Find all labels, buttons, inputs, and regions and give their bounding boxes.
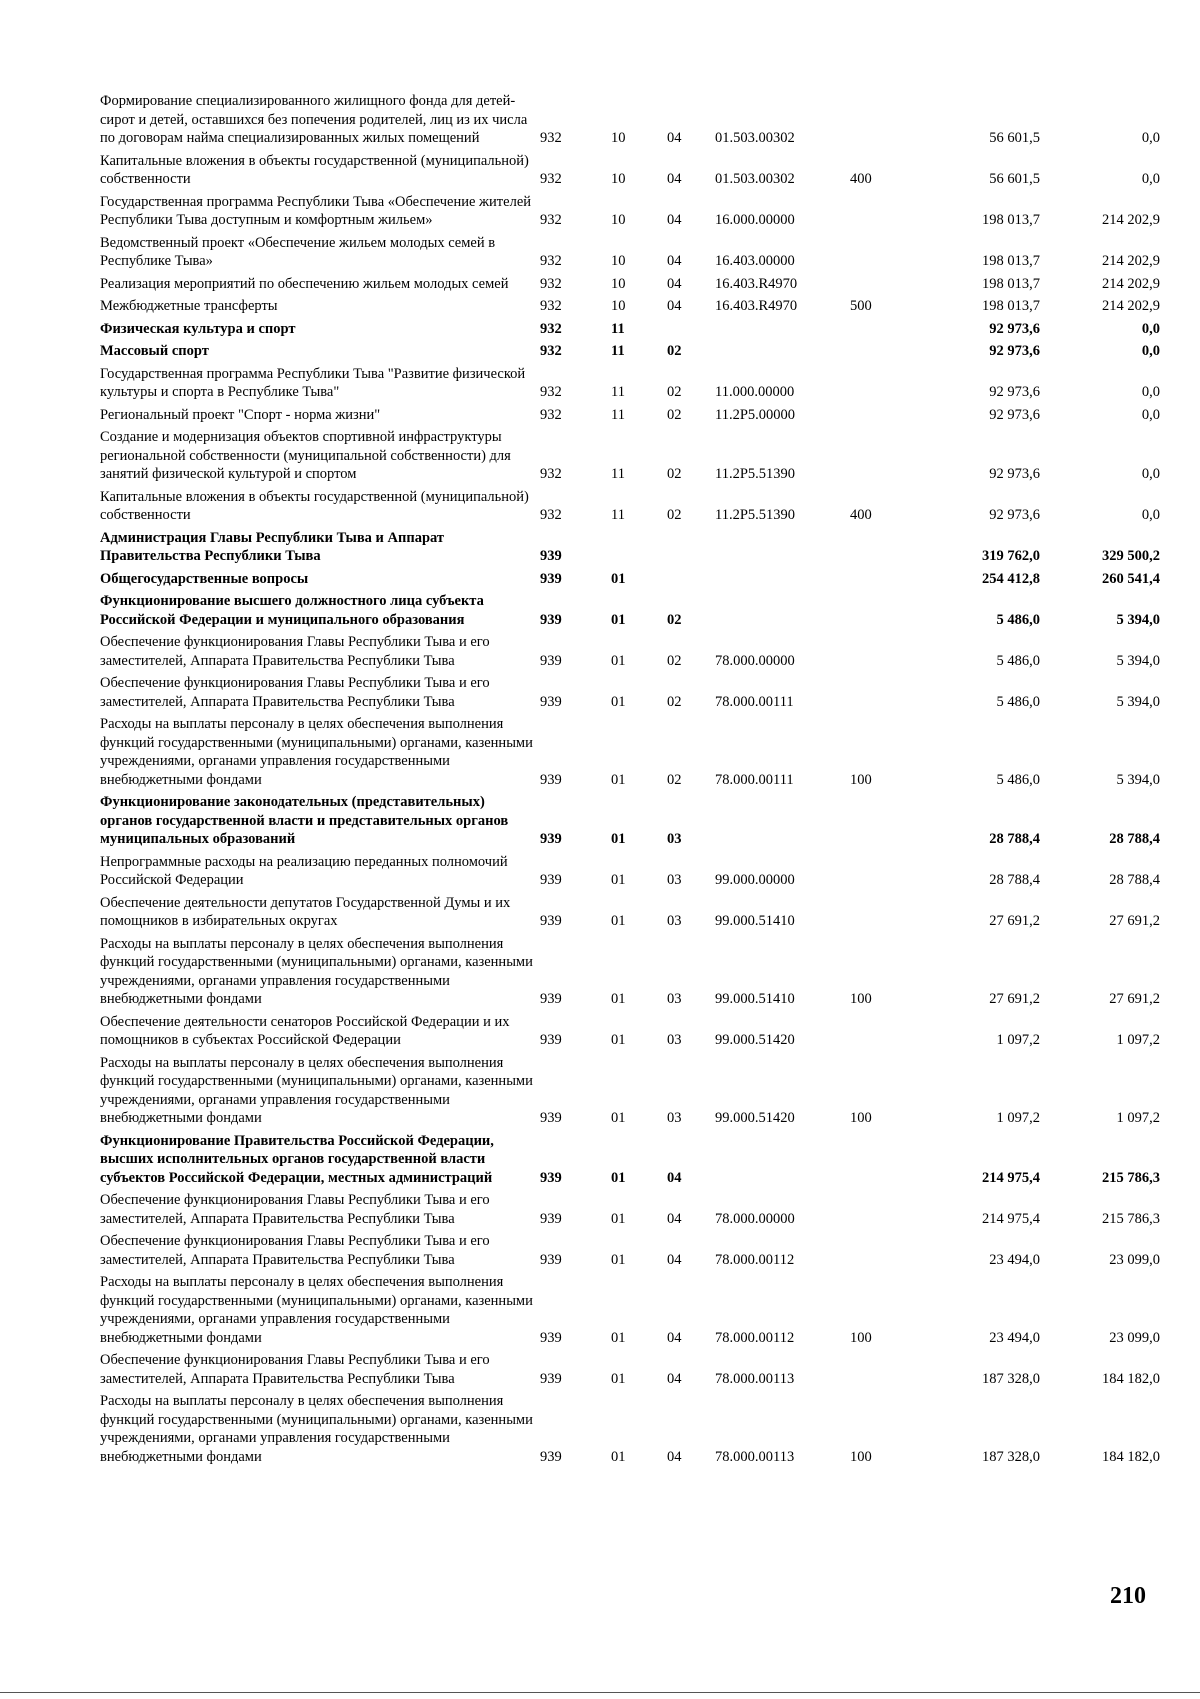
section-code: 10	[611, 171, 626, 187]
expense-type-code	[850, 1347, 908, 1388]
expense-type-code: 400	[850, 171, 872, 187]
target-article-code: 01.503.00302	[715, 130, 795, 146]
section-code: 01	[611, 570, 626, 587]
target-article-code: 99.000.51410	[715, 991, 795, 1007]
expense-type-code	[850, 1187, 908, 1228]
amount-year-2: 214 202,9	[1102, 253, 1160, 269]
department-code: 939	[540, 1251, 562, 1268]
section-code: 01	[611, 872, 626, 888]
subsection-code: 02	[667, 693, 682, 710]
department-code: 932	[540, 253, 562, 269]
subsection-code: 03	[667, 831, 682, 847]
department-code: 939	[540, 1169, 562, 1186]
subsection-code: 04	[667, 1169, 682, 1186]
table-row	[100, 361, 1160, 402]
amount-year-2: 0,0	[1141, 384, 1160, 400]
amount-year-1: 5 486,0	[996, 611, 1040, 628]
expense-type-code	[850, 849, 908, 890]
item-name: Физическая культура и спорт	[100, 320, 296, 337]
table-row	[100, 189, 1160, 230]
amount-year-2: 5 394,0	[1116, 611, 1160, 628]
expense-type-code	[850, 525, 908, 566]
department-code: 932	[540, 275, 562, 292]
department-code: 932	[540, 507, 562, 523]
target-article-code: 01.503.00302	[715, 171, 795, 187]
table-row	[100, 711, 1160, 789]
department-code: 939	[540, 570, 562, 587]
amount-year-2: 23 099,0	[1109, 1329, 1160, 1346]
table-row	[100, 789, 1160, 849]
subsection-code: 04	[667, 1210, 682, 1227]
department-code: 932	[540, 343, 562, 359]
section-code: 01	[611, 1448, 626, 1465]
subsection-code: 04	[667, 275, 682, 292]
section-code: 10	[611, 212, 626, 228]
item-name: Региональный проект "Спорт - норма жизни"	[100, 406, 381, 423]
table-row	[100, 1228, 1160, 1269]
department-code: 932	[540, 212, 562, 228]
amount-year-1: 92 973,6	[989, 320, 1040, 337]
item-name: Обеспечение деятельности сенаторов Российской Федерации и их помощников в субъектах Российской Федерации	[100, 1013, 510, 1048]
amount-year-2: 5 394,0	[1116, 771, 1160, 788]
expense-type-code	[850, 361, 908, 402]
item-name: Создание и модернизация объектов спортивной инфраструктуры региональной собственности (муниципальной собственности) для занятий физической культурой и спортом	[100, 429, 511, 482]
amount-year-1: 56 601,5	[989, 171, 1040, 187]
amount-year-2: 5 394,0	[1116, 693, 1160, 710]
target-article-code: 11.2Р5.51390	[715, 507, 796, 523]
amount-year-1: 23 494,0	[989, 1329, 1040, 1346]
expense-type-code	[850, 338, 908, 361]
item-name: Обеспечение функционирования Главы Республики Тыва и его заместителей, Аппарата Правительства Республики Тыва	[100, 634, 490, 669]
amount-year-1: 27 691,2	[989, 991, 1040, 1007]
target-article-code: 78.000.00111	[715, 693, 794, 710]
item-name: Капитальные вложения в объекты государственной (муниципальной) собственности	[100, 152, 529, 187]
department-code: 932	[540, 466, 562, 482]
amount-year-1: 92 973,6	[989, 466, 1040, 482]
expense-type-code	[850, 1228, 908, 1269]
table-row	[100, 1187, 1160, 1228]
subsection-code: 02	[667, 466, 682, 482]
amount-year-2: 28 788,4	[1109, 831, 1160, 847]
expense-type-code	[850, 92, 908, 148]
target-article-code: 11.000.00000	[715, 384, 795, 400]
target-article-code: 11.2Р5.51390	[715, 466, 796, 482]
budget-table-body	[100, 92, 1160, 1466]
subsection-code: 02	[667, 384, 682, 400]
section-code: 10	[611, 275, 626, 292]
section-code: 01	[611, 991, 626, 1007]
amount-year-1: 1 097,2	[996, 1032, 1040, 1048]
amount-year-2: 27 691,2	[1109, 991, 1160, 1007]
subsection-code: 04	[667, 298, 682, 314]
subsection-code: 03	[667, 1032, 682, 1048]
expense-type-code: 100	[850, 991, 872, 1007]
expense-type-code	[850, 316, 908, 339]
expense-type-code: 100	[850, 771, 872, 788]
subsection-code: 04	[667, 212, 682, 228]
department-code: 932	[540, 171, 562, 187]
target-article-code: 78.000.00113	[715, 1370, 795, 1387]
table-row	[100, 484, 1160, 525]
table-row	[100, 1347, 1160, 1388]
section-code: 01	[611, 693, 626, 710]
table-row	[100, 424, 1160, 484]
expense-type-code	[850, 402, 908, 425]
item-name: Функционирование законодательных (представительных) органов государственной власти и представительных органов муниципальных образований	[100, 794, 509, 847]
item-name: Обеспечение деятельности депутатов Государственной Думы и их помощников в избирательных округах	[100, 894, 511, 929]
table-row	[100, 148, 1160, 189]
department-code: 939	[540, 872, 562, 888]
amount-year-1: 92 973,6	[989, 507, 1040, 523]
expense-type-code	[850, 1009, 908, 1050]
amount-year-1: 56 601,5	[989, 130, 1040, 146]
item-name: Межбюджетные трансферты	[100, 298, 278, 314]
department-code: 939	[540, 771, 562, 788]
amount-year-1: 92 973,6	[989, 343, 1040, 359]
amount-year-2: 0,0	[1141, 320, 1160, 337]
expense-type-code: 100	[850, 1110, 872, 1126]
target-article-code: 78.000.00112	[715, 1329, 795, 1346]
amount-year-1: 92 973,6	[989, 406, 1040, 423]
item-name: Общегосударственные вопросы	[100, 570, 309, 587]
expense-type-code	[850, 271, 908, 294]
section-code: 01	[611, 831, 626, 847]
section-code: 01	[611, 611, 626, 628]
item-name: Расходы на выплаты персоналу в целях обеспечения выполнения функций государственными (муниципальными) органами, казенными учреждениями, органами управления государственными внебюджетными фондами	[100, 1393, 533, 1465]
section-code: 10	[611, 298, 626, 314]
subsection-code: 02	[667, 611, 682, 628]
section-code	[611, 525, 667, 566]
section-code: 01	[611, 652, 626, 669]
amount-year-2: 28 788,4	[1109, 872, 1160, 888]
amount-year-1: 5 486,0	[996, 652, 1040, 669]
amount-year-2: 260 541,4	[1102, 570, 1160, 587]
section-code: 01	[611, 1032, 626, 1048]
section-code: 11	[611, 343, 625, 359]
subsection-code: 04	[667, 253, 682, 269]
amount-year-2: 5 394,0	[1116, 652, 1160, 669]
amount-year-2: 0,0	[1141, 406, 1160, 423]
table-row	[100, 271, 1160, 294]
table-row	[100, 338, 1160, 361]
table-row	[100, 670, 1160, 711]
amount-year-2: 0,0	[1141, 130, 1160, 146]
subsection-code: 02	[667, 406, 682, 423]
expense-type-code	[850, 890, 908, 931]
table-row	[100, 1269, 1160, 1347]
department-code: 932	[540, 298, 562, 314]
subsection-code	[667, 525, 715, 566]
target-article-code: 78.000.00000	[715, 652, 795, 669]
amount-year-2: 0,0	[1141, 507, 1160, 523]
subsection-code: 02	[667, 771, 682, 788]
expense-type-code	[850, 670, 908, 711]
item-name: Функционирование Правительства Российской Федерации, высших исполнительных органов государственной власти субъектов Российской Федерации, местных администраций	[100, 1132, 494, 1186]
section-code: 01	[611, 1169, 626, 1186]
item-name: Реализация мероприятий по обеспечению жильем молодых семей	[100, 275, 509, 292]
table-row	[100, 629, 1160, 670]
budget-table	[100, 92, 1160, 1466]
item-name: Государственная программа Республики Тыва «Обеспечение жителей Республики Тыва доступным и комфортным жильем»	[100, 193, 532, 228]
section-code: 01	[611, 1370, 626, 1387]
target-article-code: 99.000.51420	[715, 1110, 795, 1126]
amount-year-2: 1 097,2	[1116, 1032, 1160, 1048]
amount-year-2: 215 786,3	[1102, 1169, 1160, 1186]
department-code: 939	[540, 1329, 562, 1346]
table-row	[100, 1388, 1160, 1466]
amount-year-2: 184 182,0	[1102, 1370, 1160, 1387]
expense-type-code	[850, 424, 908, 484]
amount-year-1: 1 097,2	[996, 1110, 1040, 1126]
amount-year-2: 215 786,3	[1102, 1210, 1160, 1227]
subsection-code: 03	[667, 872, 682, 888]
amount-year-1: 198 013,7	[982, 212, 1040, 228]
item-name: Расходы на выплаты персоналу в целях обеспечения выполнения функций государственными (муниципальными) органами, казенными учреждениями, органами управления государственными внебюджетными фондами	[100, 1274, 533, 1346]
subsection-code: 04	[667, 1370, 682, 1387]
section-code: 01	[611, 771, 626, 788]
expense-type-code: 100	[850, 1448, 872, 1465]
target-article-code: 16.000.00000	[715, 212, 795, 228]
amount-year-1: 92 973,6	[989, 384, 1040, 400]
section-code: 11	[611, 406, 625, 423]
amount-year-2: 1 097,2	[1116, 1110, 1160, 1126]
subsection-code: 02	[667, 343, 682, 359]
subsection-code: 03	[667, 913, 682, 929]
amount-year-2: 0,0	[1141, 466, 1160, 482]
department-code: 939	[540, 611, 562, 628]
department-code: 932	[540, 406, 562, 423]
subsection-code: 03	[667, 1110, 682, 1126]
item-name: Администрация Главы Республики Тыва и Аппарат Правительства Республики Тыва	[100, 529, 445, 564]
department-code: 939	[540, 1110, 562, 1126]
department-code: 932	[540, 320, 562, 337]
amount-year-2: 329 500,2	[1102, 548, 1160, 564]
department-code: 939	[540, 1210, 562, 1227]
target-article-code: 78.000.00113	[715, 1448, 795, 1465]
section-code: 01	[611, 1210, 626, 1227]
target-article-code: 16.403.R4970	[715, 275, 798, 292]
section-code: 01	[611, 1329, 626, 1346]
department-code: 939	[540, 693, 562, 710]
amount-year-1: 23 494,0	[989, 1251, 1040, 1268]
subsection-code: 04	[667, 1448, 682, 1465]
item-name: Функционирование высшего должностного лица субъекта Российской Федерации и муниципального образования	[100, 593, 484, 628]
item-name: Государственная программа Республики Тыва "Развитие физической культуры и спорта в Республике Тыва"	[100, 365, 526, 400]
target-article-code	[715, 588, 850, 629]
subsection-code	[667, 566, 715, 589]
amount-year-1: 5 486,0	[996, 693, 1040, 710]
subsection-code: 03	[667, 991, 682, 1007]
target-article-code	[715, 566, 850, 589]
amount-year-2: 214 202,9	[1102, 298, 1160, 314]
target-article-code: 11.2Р5.00000	[715, 406, 796, 423]
expense-type-code: 100	[850, 1329, 872, 1346]
section-code: 01	[611, 913, 626, 929]
subsection-code	[667, 316, 715, 339]
item-name: Капитальные вложения в объекты государственной (муниципальной) собственности	[100, 488, 529, 523]
target-article-code	[715, 316, 850, 339]
target-article-code: 99.000.51410	[715, 913, 795, 929]
department-code: 939	[540, 1448, 562, 1465]
section-code: 11	[611, 507, 625, 523]
amount-year-1: 28 788,4	[989, 872, 1040, 888]
section-code: 01	[611, 1110, 626, 1126]
amount-year-1: 5 486,0	[996, 771, 1040, 788]
item-name: Формирование специализированного жилищного фонда для детей-сирот и детей, оставшихся без попечения родителей, лиц из их числа по договорам найма специализированных жилых помещений	[100, 93, 528, 146]
amount-year-2: 184 182,0	[1102, 1448, 1160, 1465]
item-name: Обеспечение функционирования Главы Республики Тыва и его заместителей, Аппарата Правительства Республики Тыва	[100, 1352, 490, 1387]
department-code: 939	[540, 991, 562, 1007]
section-code: 11	[611, 384, 625, 400]
table-row	[100, 849, 1160, 890]
expense-type-code	[850, 566, 908, 589]
item-name: Ведомственный проект «Обеспечение жильем молодых семей в Республике Тыва»	[100, 234, 496, 269]
item-name: Обеспечение функционирования Главы Республики Тыва и его заместителей, Аппарата Правительства Республики Тыва	[100, 1192, 490, 1227]
amount-year-2: 214 202,9	[1102, 275, 1160, 292]
bottom-scan-line	[0, 1692, 1200, 1693]
expense-type-code	[850, 230, 908, 271]
amount-year-1: 214 975,4	[982, 1169, 1040, 1186]
amount-year-1: 198 013,7	[982, 253, 1040, 269]
target-article-code	[715, 338, 850, 361]
target-article-code: 78.000.00112	[715, 1251, 795, 1268]
target-article-code	[715, 1128, 850, 1188]
item-name: Массовый спорт	[100, 343, 209, 359]
item-name: Расходы на выплаты персоналу в целях обеспечения выполнения функций государственными (муниципальными) органами, казенными учреждениями, органами управления государственными внебюджетными фондами	[100, 935, 533, 1007]
target-article-code: 78.000.00111	[715, 771, 794, 788]
table-row	[100, 566, 1160, 589]
section-code: 10	[611, 130, 626, 146]
expense-type-code	[850, 629, 908, 670]
department-code: 939	[540, 831, 562, 847]
table-row	[100, 525, 1160, 566]
amount-year-1: 319 762,0	[982, 548, 1040, 564]
amount-year-1: 28 788,4	[989, 831, 1040, 847]
section-code: 01	[611, 1251, 626, 1268]
page-number: 210	[1110, 1583, 1146, 1609]
amount-year-1: 187 328,0	[982, 1448, 1040, 1465]
table-row	[100, 890, 1160, 931]
item-name: Расходы на выплаты персоналу в целях обеспечения выполнения функций государственными (муниципальными) органами, казенными учреждениями, органами управления государственными внебюджетными фондами	[100, 1054, 533, 1126]
target-article-code: 78.000.00000	[715, 1210, 795, 1227]
table-row	[100, 588, 1160, 629]
target-article-code	[715, 789, 850, 849]
department-code: 939	[540, 1370, 562, 1387]
department-code: 932	[540, 384, 562, 400]
expense-type-code: 500	[850, 298, 872, 314]
item-name: Расходы на выплаты персоналу в целях обеспечения выполнения функций государственными (муниципальными) органами, казенными учреждениями, органами управления государственными внебюджетными фондами	[100, 716, 533, 788]
table-row	[100, 230, 1160, 271]
table-row	[100, 293, 1160, 316]
expense-type-code	[850, 789, 908, 849]
department-code: 939	[540, 913, 562, 929]
section-code: 11	[611, 466, 625, 482]
subsection-code: 02	[667, 652, 682, 669]
expense-type-code: 400	[850, 507, 872, 523]
item-name: Обеспечение функционирования Главы Республики Тыва и его заместителей, Аппарата Правительства Республики Тыва	[100, 675, 490, 710]
subsection-code: 04	[667, 130, 682, 146]
target-article-code: 99.000.51420	[715, 1032, 795, 1048]
subsection-code: 04	[667, 171, 682, 187]
target-article-code	[715, 525, 850, 566]
item-name: Обеспечение функционирования Главы Республики Тыва и его заместителей, Аппарата Правительства Республики Тыва	[100, 1233, 490, 1268]
section-code: 10	[611, 253, 626, 269]
amount-year-2: 0,0	[1141, 343, 1160, 359]
table-row	[100, 92, 1160, 148]
amount-year-2: 23 099,0	[1109, 1251, 1160, 1268]
amount-year-1: 254 412,8	[982, 570, 1040, 587]
target-article-code: 99.000.00000	[715, 872, 795, 888]
table-row	[100, 1128, 1160, 1188]
department-code: 939	[540, 548, 562, 564]
amount-year-1: 214 975,4	[982, 1210, 1040, 1227]
table-row	[100, 1009, 1160, 1050]
subsection-code: 04	[667, 1251, 682, 1268]
subsection-code: 04	[667, 1329, 682, 1346]
table-row	[100, 316, 1160, 339]
section-code: 11	[611, 320, 625, 337]
amount-year-1: 198 013,7	[982, 275, 1040, 292]
amount-year-1: 198 013,7	[982, 298, 1040, 314]
department-code: 939	[540, 1032, 562, 1048]
target-article-code: 16.403.R4970	[715, 298, 798, 314]
amount-year-2: 0,0	[1141, 171, 1160, 187]
amount-year-1: 27 691,2	[989, 913, 1040, 929]
table-row	[100, 1050, 1160, 1128]
expense-type-code	[850, 1128, 908, 1188]
department-code: 939	[540, 652, 562, 669]
table-row	[100, 931, 1160, 1009]
amount-year-2: 27 691,2	[1109, 913, 1160, 929]
expense-type-code	[850, 588, 908, 629]
department-code: 932	[540, 130, 562, 146]
item-name: Непрограммные расходы на реализацию переданных полномочий Российской Федерации	[100, 853, 508, 888]
amount-year-2: 214 202,9	[1102, 212, 1160, 228]
subsection-code: 02	[667, 507, 682, 523]
target-article-code: 16.403.00000	[715, 253, 795, 269]
expense-type-code	[850, 189, 908, 230]
table-row	[100, 402, 1160, 425]
amount-year-1: 187 328,0	[982, 1370, 1040, 1387]
